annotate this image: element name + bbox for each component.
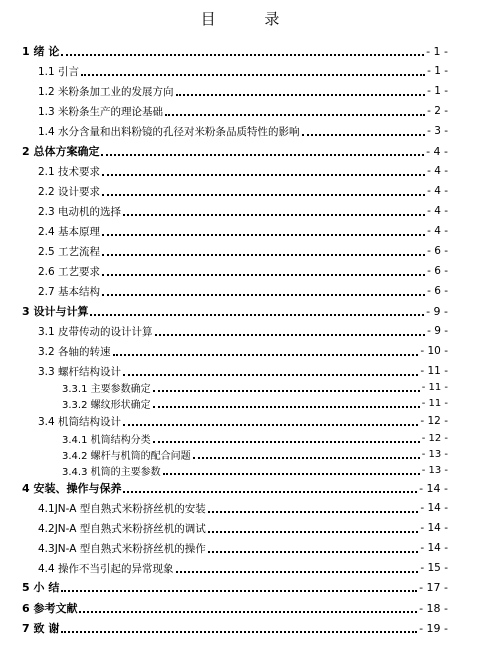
toc-entry[interactable] (62, 431, 448, 445)
toc-page-number: - 11 - (421, 397, 448, 409)
toc-entry-label: 1.3 米粉条生产的理论基础 (38, 105, 164, 118)
toc-title: 目 录 (200, 10, 302, 28)
toc-page-number: - 11 - (420, 365, 448, 377)
toc-page-number: - 18 - (419, 601, 448, 615)
toc-page-number: - 13 - (421, 448, 448, 460)
toc-entry-label: 2.5 工艺流程 (38, 245, 101, 258)
toc-page-number: - 9 - (426, 304, 448, 318)
toc-entry[interactable] (38, 164, 448, 178)
toc-entry-label: 3 设计与计算 (22, 305, 89, 318)
toc-page-number: - 1 - (427, 85, 448, 97)
toc-entry[interactable] (38, 364, 448, 378)
toc-page-number: - 6 - (427, 285, 448, 297)
toc-entry[interactable] (38, 204, 448, 218)
toc-entry[interactable] (38, 414, 448, 428)
dot-leader (165, 114, 425, 116)
dot-leader (153, 406, 420, 408)
toc-page-number: - 4 - (427, 205, 448, 217)
toc-entry-label: 4.3JN-A 型自熟式米粉挤丝机的操作 (38, 542, 206, 555)
dot-leader (61, 631, 417, 633)
toc-entry[interactable] (38, 224, 448, 238)
dot-leader (102, 274, 425, 276)
toc-entry-label: 4 安装、操作与保养 (22, 482, 122, 495)
toc-page-number: - 4 - (426, 144, 448, 158)
toc-entry-label: 3.1 皮带传动的设计计算 (38, 325, 153, 338)
dot-leader (208, 531, 419, 533)
dot-leader (61, 590, 417, 592)
toc-entry-label: 1.2 米粉条加工业的发展方向 (38, 85, 174, 98)
toc-entry[interactable] (22, 144, 448, 158)
toc-entry-label: 2.6 工艺要求 (38, 265, 101, 278)
dot-leader (90, 314, 424, 316)
dot-leader (79, 611, 417, 613)
toc-entry-label: 5 小 结 (22, 581, 60, 594)
dot-leader (102, 254, 425, 256)
toc-page-number: - 14 - (420, 502, 448, 514)
toc-entry-label: 2.7 基本结构 (38, 285, 101, 298)
dot-leader (123, 214, 425, 216)
toc-page-number: - 11 - (421, 381, 448, 393)
toc-entry-label: 2 总体方案确定 (22, 145, 100, 158)
toc-entry[interactable] (38, 284, 448, 298)
toc-entry[interactable] (22, 601, 448, 615)
toc-entry-label: 4.2JN-A 型自熟式米粉挤丝机的调试 (38, 522, 206, 535)
dot-leader (102, 174, 425, 176)
dot-leader (176, 94, 426, 96)
toc-entry[interactable] (38, 501, 448, 515)
toc-page-number: - 6 - (427, 245, 448, 257)
dot-leader (208, 511, 419, 513)
toc-entry-label: 6 参考文献 (22, 602, 78, 615)
toc-entry-label: 3.3 螺杆结构设计 (38, 365, 122, 378)
toc-entry-label: 2.3 电动机的选择 (38, 205, 122, 218)
toc-page-number: - 19 - (419, 621, 448, 635)
toc-entry[interactable] (22, 580, 448, 594)
toc-page-number: - 1 - (426, 44, 448, 58)
toc-page-number: - 14 - (420, 522, 448, 534)
toc-entry-label: 4.4 操作不当引起的异常现象 (38, 562, 174, 575)
toc-entry[interactable] (22, 621, 448, 635)
dot-leader (113, 354, 419, 356)
dot-leader (208, 551, 419, 553)
toc-entry[interactable] (22, 44, 448, 58)
toc-page-number: - 4 - (427, 185, 448, 197)
toc-entry-label: 4.1JN-A 型自熟式米粉挤丝机的安装 (38, 502, 206, 515)
toc-entry-label: 3.3.1 主要参数确定 (62, 383, 151, 395)
dot-leader (61, 54, 424, 56)
toc-page-number: - 10 - (420, 345, 448, 357)
toc-entry[interactable] (62, 380, 448, 394)
toc-entry[interactable] (38, 521, 448, 535)
toc-entry[interactable] (38, 104, 448, 118)
toc-entry-label: 2.1 技术要求 (38, 165, 101, 178)
dot-leader (123, 424, 418, 426)
dot-leader (102, 194, 425, 196)
toc-entry-label: 3.3.2 螺纹形状确定 (62, 399, 151, 411)
toc-entry-label: 2.2 设计要求 (38, 185, 101, 198)
dot-leader (123, 491, 417, 493)
toc-page-number: - 4 - (427, 165, 448, 177)
dot-leader (176, 571, 419, 573)
toc-entry-label: 3.4 机筒结构设计 (38, 415, 122, 428)
toc-entry-label: 3.2 各轴的转速 (38, 345, 111, 358)
toc-entry[interactable] (38, 344, 448, 358)
toc-page-number: - 2 - (427, 105, 448, 117)
toc-page-number: - 13 - (421, 464, 448, 476)
toc-entry[interactable] (22, 481, 448, 495)
toc-entry[interactable] (22, 304, 448, 318)
toc-entry[interactable] (62, 447, 448, 461)
dot-leader (102, 294, 425, 296)
toc-entry[interactable] (38, 124, 448, 138)
toc-entry[interactable] (38, 184, 448, 198)
dot-leader (163, 473, 420, 475)
toc-entry-label: 3.4.2 螺杆与机筒的配合问题 (62, 450, 191, 462)
toc-entry[interactable] (62, 396, 448, 410)
toc-entry-label: 1 绪 论 (22, 45, 60, 58)
toc-entry-label: 1.4 水分含量和出料粉镜的孔径对米粉条品质特性的影响 (38, 125, 300, 138)
toc-page-number: - 17 - (419, 580, 448, 594)
toc-page-number: - 14 - (419, 481, 448, 495)
toc-page-number: - 4 - (427, 225, 448, 237)
toc-page-number: - 14 - (420, 542, 448, 554)
toc-entry[interactable] (38, 324, 448, 338)
toc-page-number: - 1 - (427, 65, 448, 77)
dot-leader (153, 390, 420, 392)
toc-page-number: - 3 - (427, 125, 448, 137)
toc-entry[interactable] (38, 64, 448, 78)
dot-leader (153, 441, 420, 443)
toc-entry[interactable] (38, 541, 448, 555)
toc-page-number: - 6 - (427, 265, 448, 277)
toc-entry[interactable] (38, 264, 448, 278)
dot-leader (155, 334, 426, 336)
toc-entry-label: 3.4.3 机筒的主要参数 (62, 466, 161, 478)
dot-leader (102, 234, 425, 236)
toc-page-number: - 12 - (421, 432, 448, 444)
toc-entry-label: 1.1 引言 (38, 65, 80, 78)
dot-leader (81, 74, 425, 76)
toc-entry-label: 7 致 谢 (22, 622, 60, 635)
dot-leader (123, 374, 418, 376)
toc-entry[interactable] (62, 463, 448, 477)
toc-entry-label: 2.4 基本原理 (38, 225, 101, 238)
toc-entry-label: 3.4.1 机筒结构分类 (62, 434, 151, 446)
toc-page-number: - 9 - (427, 325, 448, 337)
dot-leader (101, 154, 424, 156)
dot-leader (302, 134, 426, 136)
toc-entry[interactable] (38, 244, 448, 258)
dot-leader (193, 457, 420, 459)
toc-entry[interactable] (38, 84, 448, 98)
toc-entry[interactable] (38, 561, 448, 575)
toc-page-number: - 12 - (420, 415, 448, 427)
toc-page-number: - 15 - (420, 562, 448, 574)
